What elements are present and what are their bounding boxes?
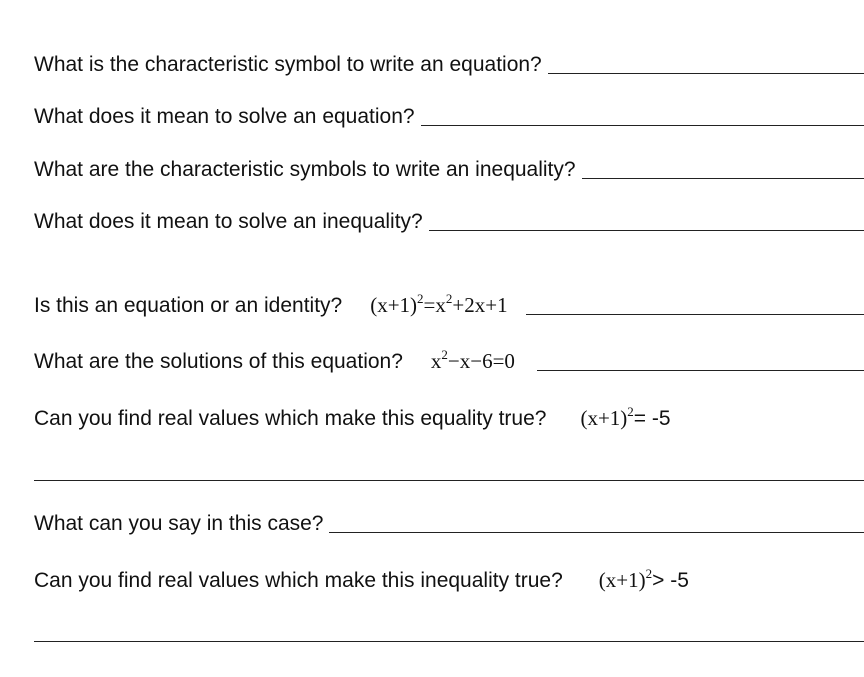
question-row-1 (34, 52, 864, 78)
question-row-5 (34, 292, 864, 319)
question-row-3 (34, 157, 864, 183)
question-text: What can you say in this case? (34, 512, 324, 535)
question-text: What does it mean to solve an inequality? (34, 210, 423, 233)
answer-line[interactable] (582, 177, 864, 179)
answer-line[interactable] (34, 641, 864, 642)
question-text: What is the characteristic symbol to write an equation? (34, 53, 542, 76)
answer-line[interactable] (34, 480, 864, 481)
answer-line[interactable] (429, 229, 864, 231)
math-expression: $(x+1)^2> -5$ (598, 566, 689, 592)
question-text: What are the characteristic symbols to write an inequality? (34, 158, 576, 181)
question-text: Is this an equation or an identity? (34, 294, 343, 317)
answer-line[interactable] (329, 531, 864, 533)
math-expression: $x^2-x-6=0$ (430, 347, 515, 373)
answer-line[interactable] (421, 124, 864, 126)
answer-line[interactable] (526, 313, 864, 315)
question-text: Can you find real values which make this inequality true? (34, 569, 563, 592)
question-text: What does it mean to solve an equation? (34, 105, 415, 128)
question-row-8 (34, 511, 864, 537)
math-expression: $(x+1)^2=x^2+2x+1$ (370, 291, 508, 317)
question-row-7 (34, 405, 864, 432)
question-row-4 (34, 209, 864, 235)
answer-line[interactable] (548, 72, 864, 74)
question-text: Can you find real values which make this equality true? (34, 407, 547, 430)
question-row-6 (34, 348, 864, 375)
question-row-2 (34, 104, 864, 130)
question-row-9 (34, 567, 864, 594)
math-expression: $(x+1)^2= -5$ (580, 404, 671, 430)
question-text: What are the solutions of this equation? (34, 350, 403, 373)
answer-line[interactable] (537, 369, 864, 371)
